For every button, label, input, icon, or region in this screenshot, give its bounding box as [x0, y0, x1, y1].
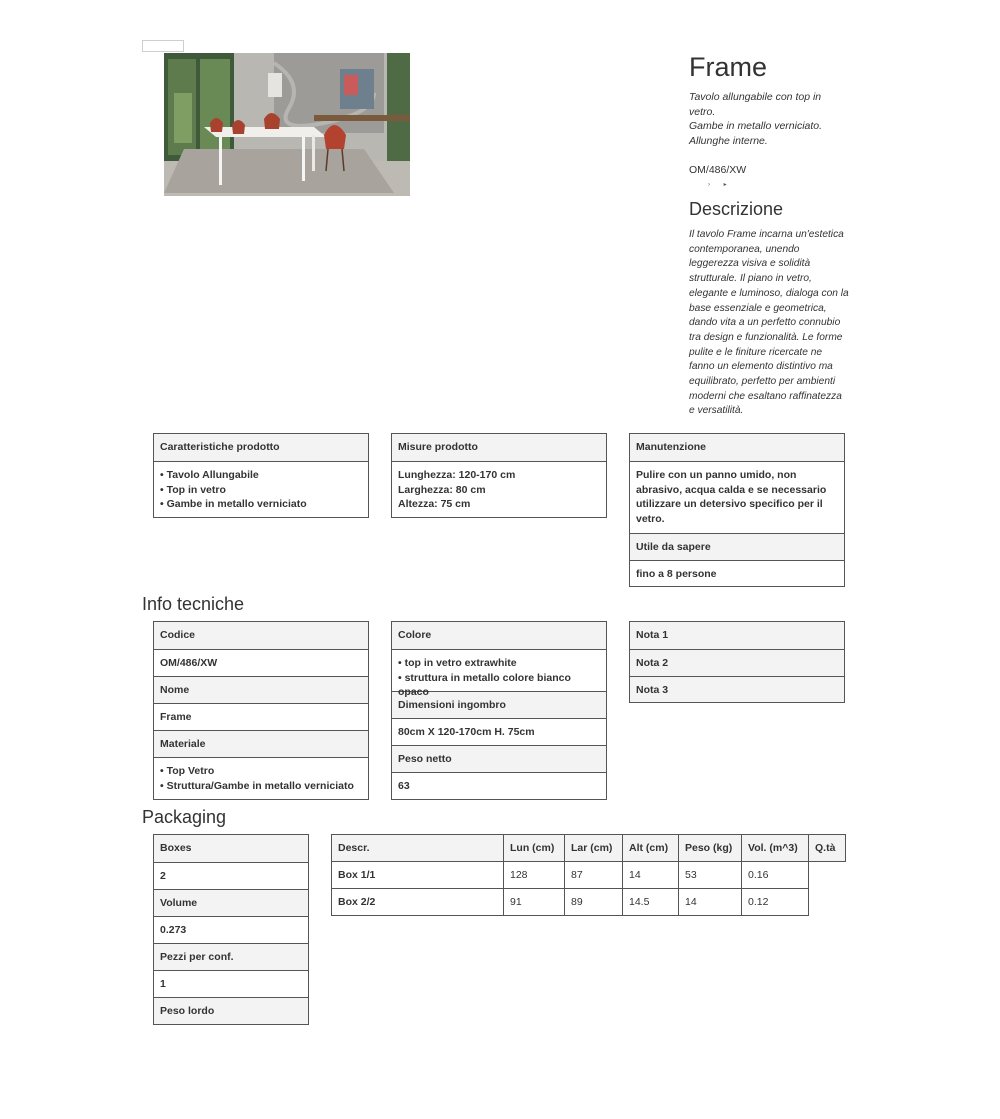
pezzi-value: 1: [154, 970, 308, 997]
product-code: OM/486/XW: [689, 164, 747, 176]
peso-lordo-label: Peso lordo: [154, 997, 308, 1024]
packaging-table: [331, 834, 846, 916]
cell-alt: 14: [623, 862, 679, 889]
cell-qta-empty: [809, 889, 846, 916]
cell-alt: 14.5: [623, 889, 679, 916]
col-lun: Lun (cm): [504, 835, 565, 862]
decorative-marks: › ▸: [708, 182, 733, 188]
packaging-heading: Packaging: [142, 807, 227, 827]
pezzi-label: Pezzi per conf.: [154, 943, 308, 970]
cell-peso: 14: [679, 889, 742, 916]
cell-lar: 89: [565, 889, 623, 916]
list-item: • Tavolo Allungabile: [160, 469, 259, 481]
list-item: • struttura in metallo colore bianco opaco: [398, 671, 571, 699]
nome-value: Frame: [154, 703, 368, 730]
list-item: Lunghezza: 120-170 cm: [398, 469, 516, 481]
tech-middle-box: [391, 621, 607, 800]
cell-lun: 128: [504, 862, 565, 889]
tech-left-box: [153, 621, 369, 800]
tech-heading: Info tecniche: [142, 594, 245, 614]
description-text: Il tavolo Frame incarna un'estetica contemporanea, unendo leggerezza visiva e solidità strutturale. Il piano in vetro, elegante e luminoso, dialoga con la base essenziale e geometrica, dando vita a un perfetto connubio tra design e funzionalità. Le forme pulite e le finiture ricercate ne fanno un elemento distintivo ma equilibrato, perfetto per ambienti moderni che esaltano raffinatezza e versatilità.: [689, 229, 849, 417]
useful-header: Utile da sapere: [630, 533, 844, 560]
cell-lun: 91: [504, 889, 565, 916]
image-placeholder: [142, 40, 184, 52]
codice-value: OM/486/XW: [154, 649, 368, 676]
measures-header: Misure prodotto: [392, 434, 606, 461]
colore-list: [392, 649, 606, 699]
col-descr: Descr.: [332, 835, 504, 862]
col-vol: Vol. (m^3): [742, 835, 809, 862]
dimensioni-value: 80cm X 120-170cm H. 75cm: [392, 718, 606, 745]
cell-lar: 87: [565, 862, 623, 889]
measures-list: [392, 461, 606, 517]
note-3: Nota 3: [630, 676, 844, 702]
boxes-label: Boxes: [154, 835, 308, 862]
product-photo-illustration: [164, 53, 410, 196]
cell-descr: Box 2/2: [332, 889, 504, 916]
dimensioni-label: Dimensioni ingombro: [392, 691, 606, 718]
features-box: [153, 433, 369, 518]
cell-vol: 0.16: [742, 862, 809, 889]
list-item: Altezza: 75 cm: [398, 498, 471, 511]
col-peso: Peso (kg): [679, 835, 742, 862]
colore-label: Colore: [392, 622, 606, 649]
nome-label: Nome: [154, 676, 368, 703]
note-2: Nota 2: [630, 649, 844, 676]
packaging-summary-box: [153, 834, 309, 1025]
materiale-list: [154, 757, 368, 799]
cell-peso: 53: [679, 862, 742, 889]
table-row: [332, 862, 846, 889]
cell-vol: 0.12: [742, 889, 809, 916]
list-item: • top in vetro extrawhite: [398, 657, 517, 669]
description-heading: Descrizione: [689, 199, 784, 219]
measures-box: [391, 433, 607, 518]
maintenance-text: Pulire con un panno umido, non abrasivo, acqua calda e se necessario utilizzare un detersivo specifico per il vetro.: [630, 461, 844, 533]
list-item: • Top Vetro: [160, 765, 215, 777]
col-lar: Lar (cm): [565, 835, 623, 862]
list-item: • Gambe in metallo verniciato: [160, 498, 307, 511]
cell-descr: Box 1/1: [332, 862, 504, 889]
product-title: Frame: [689, 52, 768, 82]
materiale-label: Materiale: [154, 730, 368, 757]
note-1: Nota 1: [630, 622, 844, 649]
codice-label: Codice: [154, 622, 368, 649]
table-row: [332, 889, 846, 916]
features-header: Caratteristiche prodotto: [154, 434, 368, 461]
volume-label: Volume: [154, 889, 308, 916]
col-alt: Alt (cm): [623, 835, 679, 862]
col-qta: Q.tà: [809, 835, 846, 862]
peso-value: 63: [392, 772, 606, 799]
table-header-row: [332, 835, 846, 862]
useful-text: fino a 8 persone: [630, 560, 844, 586]
product-subtitle: Tavolo allungabile con top in vetro. Gambe in metallo verniciato. Allunghe interne.: [689, 91, 823, 147]
maintenance-header: Manutenzione: [630, 434, 844, 461]
features-list: [154, 461, 368, 517]
list-item: Larghezza: 80 cm: [398, 483, 486, 496]
boxes-value: 2: [154, 862, 308, 889]
list-item: • Struttura/Gambe in metallo verniciato: [160, 779, 354, 792]
volume-value: 0.273: [154, 916, 308, 943]
peso-label: Peso netto: [392, 745, 606, 772]
maintenance-box: [629, 433, 845, 587]
list-item: • Top in vetro: [160, 483, 226, 496]
cell-qta-empty: [809, 862, 846, 889]
notes-box: [629, 621, 845, 703]
product-photo: [164, 53, 410, 196]
